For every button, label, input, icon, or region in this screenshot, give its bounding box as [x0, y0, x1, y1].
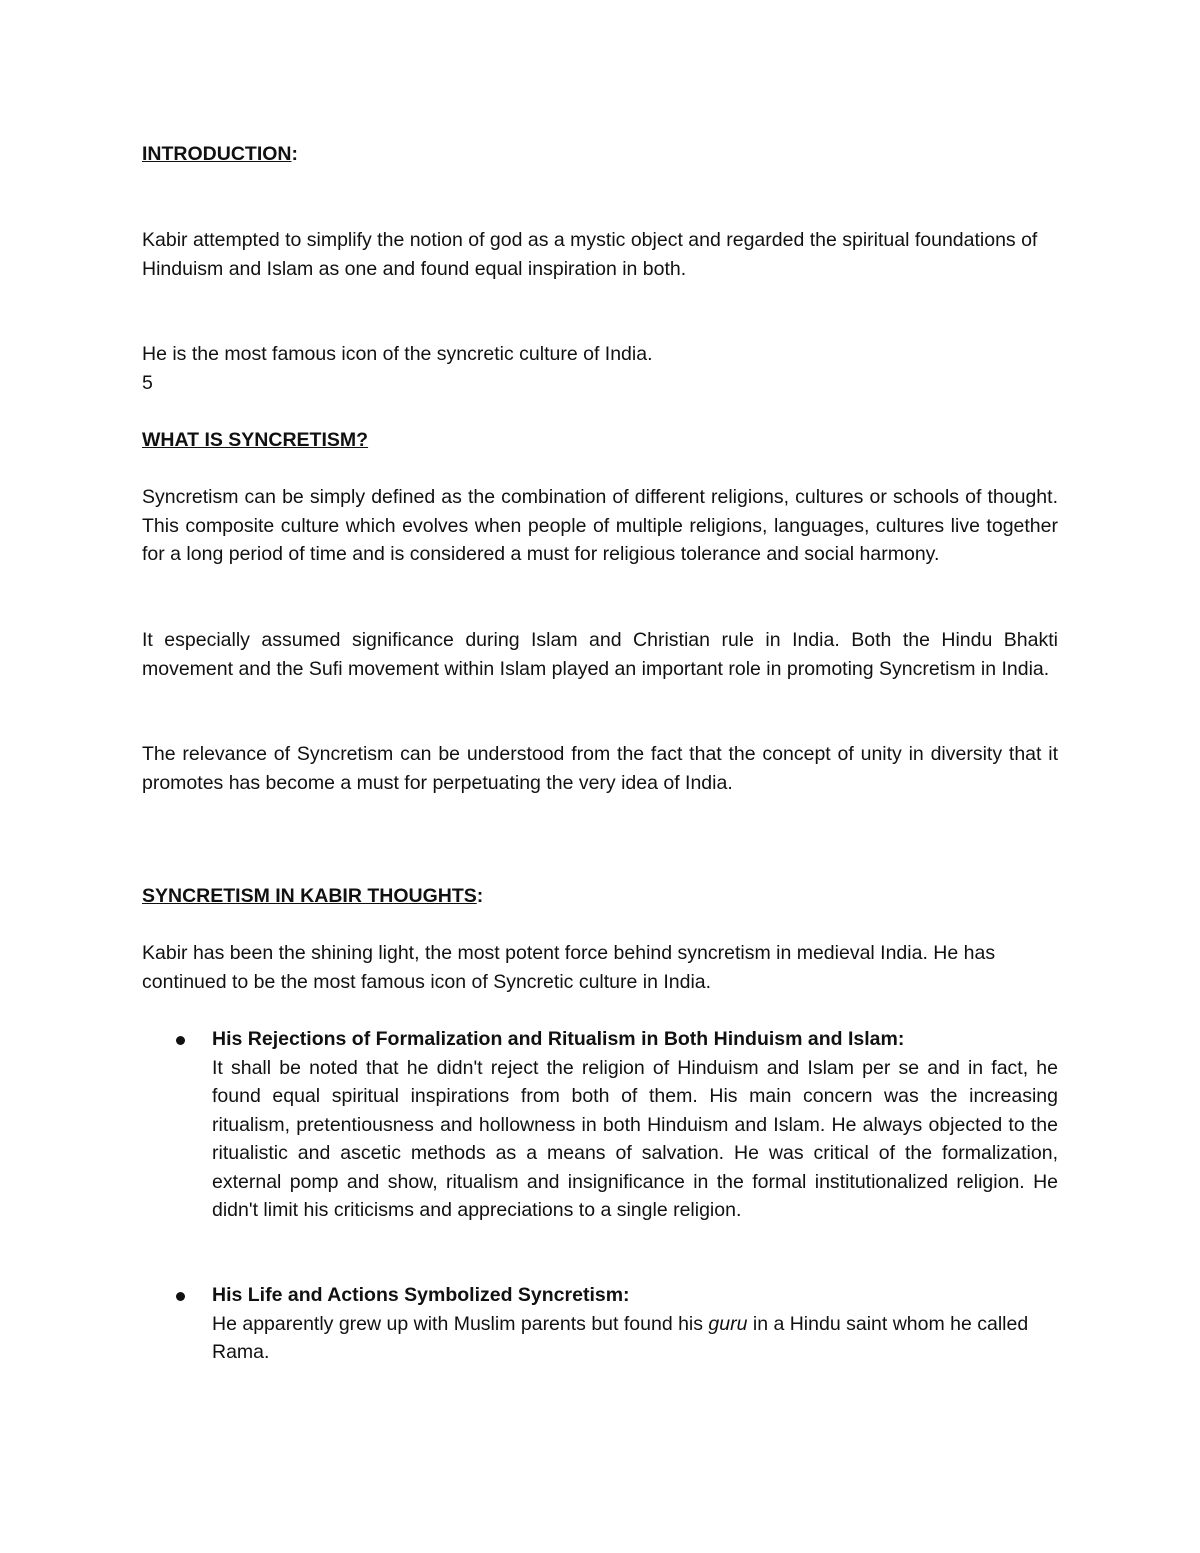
intro-paragraph-1: Kabir attempted to simplify the notion of god as a mystic object and regarded the spiritual foundations of Hinduism and Islam as one and found equal inspiration in both. [142, 229, 1038, 280]
bullet-icon [176, 1292, 185, 1301]
list-item-title: His Life and Actions Symbolized Syncretism: [212, 1284, 630, 1306]
intro-heading: INTRODUCTION: [142, 143, 298, 165]
list-item [212, 1281, 1058, 1367]
kabir-heading: SYNCRETISM IN KABIR THOUGHTS: [142, 885, 484, 907]
emphasis-guru: guru [708, 1312, 748, 1335]
bullet-icon [176, 1036, 185, 1045]
syncretism-heading: WHAT IS SYNCRETISM? [142, 429, 369, 451]
kabir-paragraph-1: Kabir has been the shining light, the most potent force behind syncretism in medieval India. He has continued to be the most famous icon of Syncretic culture in India. [142, 942, 996, 993]
syncretism-paragraph-2: It especially assumed significance during Islam and Christian rule in India. Both the Hindu Bhakti movement and the Sufi movement within Islam played an important role in promoting Syncretism in India. [142, 629, 1058, 680]
list-item [212, 1025, 1058, 1225]
page-marker: 5 [142, 372, 153, 394]
syncretism-paragraph-1: Syncretism can be simply defined as the combination of different religions, cultures or schools of thought. This composite culture which evolves when people of multiple religions, languages, cultures live together for a long period of time and is considered a must for religious tolerance and social harmony. [142, 486, 1058, 565]
list-item-body: He apparently grew up with Muslim parents but found his guru in a Hindu saint whom he called Rama. [212, 1312, 1029, 1363]
list-item-title: His Rejections of Formalization and Ritualism in Both Hinduism and Islam: [212, 1028, 905, 1050]
intro-paragraph-2: He is the most famous icon of the syncretic culture of India. [142, 343, 653, 365]
list-item-body: It shall be noted that he didn't reject the religion of Hinduism and Islam per se and in fact, he found equal spiritual inspirations from both of them. His main concern was the increasing ritualism, pretentiousness and hollowness in both Hinduism and Islam. He always objected to the ritualistic and ascetic methods as a means of salvation. He was critical of the formalization, external pomp and show, ritualism and insignificance in the formal institutionalized religion. He didn't limit his criticisms and appreciations to a single religion. [212, 1056, 1058, 1221]
syncretism-paragraph-3: The relevance of Syncretism can be understood from the fact that the concept of unity in diversity that it promotes has become a must for perpetuating the very idea of India. [142, 743, 1058, 794]
